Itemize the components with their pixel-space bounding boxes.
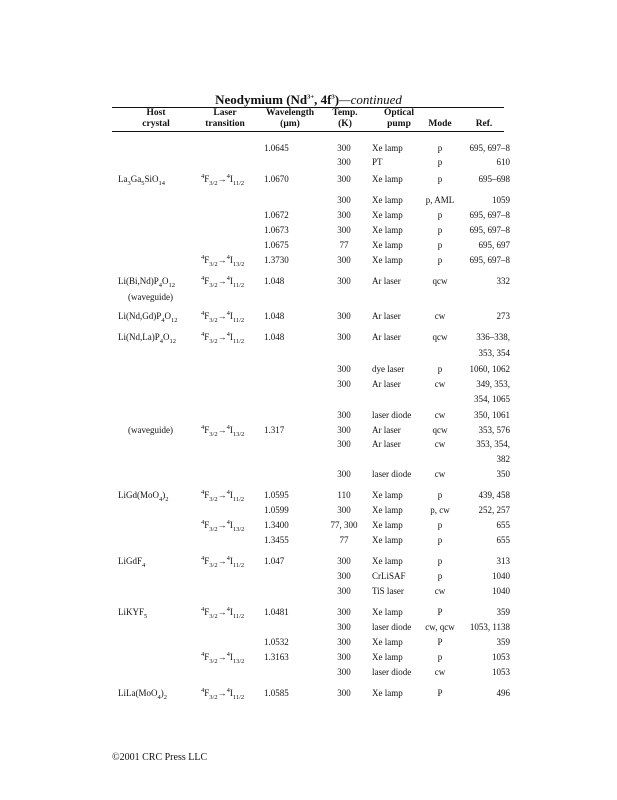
cell-ref: 439, 458	[478, 490, 510, 500]
cell-temp: 77	[339, 240, 349, 250]
cell-ref: 695, 697	[478, 240, 510, 250]
cell-transition: $^4F_{3/2}\to^4I_{11/2}$	[201, 489, 245, 503]
cell-transition: $^4F_{3/2}\to^4I_{11/2}$	[201, 173, 245, 187]
cell-pump: Xe lamp	[372, 607, 403, 617]
cell-mode: p	[437, 157, 443, 167]
cell-pump: laser diode	[372, 622, 412, 632]
cell-temp: 77	[339, 535, 349, 545]
cell-temp: 300	[337, 652, 351, 662]
cell-ref: 1053	[492, 667, 510, 677]
cell-temp: 300	[337, 439, 351, 449]
cell-mode: p	[437, 652, 443, 662]
cell-mode: p	[437, 143, 443, 153]
cell-pump: CrLiSAF	[372, 571, 406, 581]
cell-pump: Xe lamp	[372, 490, 403, 500]
cell-host: $Li(Bi,Nd)P_4O_{12}$	[118, 276, 176, 289]
cell-ref: 695, 697–8	[469, 225, 510, 235]
cell-mode: p	[437, 174, 443, 184]
cell-ref: 610	[496, 157, 510, 167]
cell-temp: 300	[337, 311, 351, 321]
cell-mode: p, cw	[430, 505, 450, 515]
cell-pump: Ar laser	[372, 425, 401, 435]
cell-mode: qcw	[432, 425, 448, 435]
cell-ref: 695, 697–8	[469, 255, 510, 265]
cell-mode: cw, qcw	[425, 622, 455, 632]
cell-pump: Ar laser	[372, 332, 401, 342]
cell-wavelength: 1.3400	[264, 520, 289, 530]
cell-wavelength: 1.0599	[264, 505, 289, 515]
header-wavelength: Wavelength (μm)	[265, 108, 315, 129]
cell-temp: 300	[337, 637, 351, 647]
cell-mode: cw	[434, 311, 446, 321]
header-laser-transition: Laser transition	[205, 108, 245, 129]
cell-mode: cw	[434, 379, 446, 389]
cell-pump: Xe lamp	[372, 210, 403, 220]
cell-host: $LiGd(MoO_4)_2$	[118, 490, 169, 503]
cell-pump: Xe lamp	[372, 225, 403, 235]
cell-pump: Xe lamp	[372, 174, 403, 184]
cell-ref: 332	[496, 276, 510, 286]
cell-pump: Ar laser	[372, 311, 401, 321]
cell-temp: 300	[337, 157, 351, 167]
cell-pump: Xe lamp	[372, 556, 403, 566]
cell-wavelength: 1.0595	[264, 490, 289, 500]
cell-temp: 300	[337, 255, 351, 265]
cell-temp: 300	[337, 469, 351, 479]
cell-ref: 695, 697–8	[469, 210, 510, 220]
cell-temp: 300	[337, 364, 351, 374]
cell-mode: p	[437, 490, 443, 500]
cell-temp: 77, 300	[330, 520, 358, 530]
cell-ref: 354, 1065	[474, 394, 510, 404]
cell-pump: Xe lamp	[372, 240, 403, 250]
cell-ref: 382	[496, 454, 510, 464]
header-ref: Ref.	[475, 119, 493, 129]
cell-ref: 655	[496, 520, 510, 530]
cell-ref: 359	[496, 637, 510, 647]
cell-pump: Xe lamp	[372, 255, 403, 265]
cell-ref: 350, 1061	[474, 410, 510, 420]
cell-temp: 300	[337, 586, 351, 596]
cell-wavelength: 1.0675	[264, 240, 289, 250]
cell-mode: cw	[434, 586, 446, 596]
cell-ref: 359	[496, 607, 510, 617]
cell-temp: 300	[337, 195, 351, 205]
cell-host: (waveguide)	[128, 425, 173, 435]
cell-transition: $^4F_{3/2}\to^4I_{13/2}$	[201, 519, 245, 533]
cell-wavelength: 1.048	[264, 276, 285, 286]
cell-transition: $^4F_{3/2}\to^4I_{11/2}$	[201, 275, 245, 289]
cell-temp: 300	[337, 210, 351, 220]
cell-pump: Xe lamp	[372, 505, 403, 515]
cell-pump: Xe lamp	[372, 520, 403, 530]
cell-temp: 300	[337, 571, 351, 581]
header-bottom-rule	[112, 131, 504, 132]
cell-wavelength: 1.0670	[264, 174, 289, 184]
cell-transition: $^4F_{3/2}\to^4I_{13/2}$	[201, 254, 245, 268]
cell-pump: Ar laser	[372, 379, 401, 389]
cell-ref: 350	[496, 469, 510, 479]
cell-mode: p	[437, 240, 443, 250]
copyright-footer: ©2001 CRC Press LLC	[112, 752, 208, 763]
cell-pump: laser diode	[372, 469, 412, 479]
cell-ref: 313	[496, 556, 510, 566]
cell-transition: $^4F_{3/2}\to^4I_{13/2}$	[201, 424, 245, 438]
cell-mode: p	[437, 210, 443, 220]
cell-host: LiKYF$_5$	[118, 607, 148, 620]
header-host: Host crystal	[142, 108, 170, 129]
cell-wavelength: 1.0672	[264, 210, 289, 220]
cell-wavelength: 1.3730	[264, 255, 289, 265]
cell-mode: p	[437, 364, 443, 374]
cell-mode: P	[437, 607, 443, 617]
cell-temp: 300	[337, 556, 351, 566]
cell-temp: 300	[337, 379, 351, 389]
cell-pump: PT	[372, 157, 383, 167]
cell-pump: Xe lamp	[372, 652, 403, 662]
cell-ref: 336–338,	[476, 332, 510, 342]
cell-host: LiGdF$_4$	[118, 556, 146, 569]
cell-temp: 300	[337, 505, 351, 515]
cell-transition: $^4F_{3/2}\to^4I_{11/2}$	[201, 310, 245, 324]
cell-pump: laser diode	[372, 410, 412, 420]
cell-temp: 300	[337, 276, 351, 286]
cell-temp: 300	[337, 225, 351, 235]
cell-wavelength: 1.3163	[264, 652, 289, 662]
cell-mode: cw	[434, 469, 446, 479]
cell-pump: TiS laser	[372, 586, 404, 596]
cell-mode: p	[437, 225, 443, 235]
cell-ref: 252, 257	[478, 505, 510, 515]
cell-pump: dye laser	[372, 364, 405, 374]
cell-temp: 300	[337, 425, 351, 435]
cell-temp: 300	[337, 667, 351, 677]
cell-mode: cw	[434, 410, 446, 420]
cell-mode: P	[437, 688, 443, 698]
page-title: Neodymium ($Nd^{3+}$, $4f^3)—continued$	[215, 92, 402, 107]
cell-wavelength: 1.0673	[264, 225, 289, 235]
cell-ref: 655	[496, 535, 510, 545]
cell-ref: 695–698	[478, 174, 510, 184]
cell-wavelength: 1.3455	[264, 535, 289, 545]
cell-temp: 300	[337, 410, 351, 420]
cell-ref: 1060, 1062	[469, 364, 510, 374]
cell-mode: cw	[434, 667, 446, 677]
cell-host: $LiLa(MoO_4)_2$	[118, 688, 167, 701]
cell-transition: $^4F_{3/2}\to^4I_{13/2}$	[201, 651, 245, 665]
cell-wavelength: 1.0481	[264, 607, 289, 617]
cell-wavelength: 1.0532	[264, 637, 289, 647]
cell-host: $Li(Nd,Gd)P_4O_{12}$	[118, 311, 178, 324]
cell-temp: 110	[337, 490, 351, 500]
cell-wavelength: 1.317	[264, 425, 285, 435]
cell-transition: $^4F_{3/2}\to^4I_{11/2}$	[201, 331, 245, 345]
cell-ref: 1059	[492, 195, 510, 205]
cell-pump: Xe lamp	[372, 535, 403, 545]
cell-wavelength: 1.048	[264, 332, 285, 342]
cell-host: $Li(Nd,La)P_4O_{12}$	[118, 332, 176, 345]
cell-mode: p	[437, 535, 443, 545]
cell-mode: p	[437, 571, 443, 581]
cell-host: $La_3Ga_5SiO_{14}$	[118, 174, 166, 187]
cell-transition: $^4F_{3/2}\to^4I_{11/2}$	[201, 606, 245, 620]
cell-mode: qcw	[432, 276, 448, 286]
cell-ref: 349, 353,	[476, 379, 510, 389]
cell-pump: laser diode	[372, 667, 412, 677]
cell-mode: cw	[434, 439, 446, 449]
cell-transition: $^4F_{3/2}\to^4I_{11/2}$	[201, 687, 245, 701]
cell-temp: 300	[337, 143, 351, 153]
cell-mode: p	[437, 556, 443, 566]
cell-mode: p	[437, 255, 443, 265]
cell-ref: 1040	[492, 586, 510, 596]
cell-mode: p	[437, 520, 443, 530]
cell-wavelength: 1.0585	[264, 688, 289, 698]
cell-ref: 695, 697–8	[469, 143, 510, 153]
cell-pump: Xe lamp	[372, 637, 403, 647]
cell-mode: qcw	[432, 332, 448, 342]
cell-ref: 353, 576	[478, 425, 510, 435]
cell-ref: 1040	[492, 571, 510, 581]
cell-ref: 1053, 1138	[469, 622, 510, 632]
cell-pump: Xe lamp	[372, 688, 403, 698]
cell-temp: 300	[337, 607, 351, 617]
cell-ref: 353, 354	[478, 348, 510, 358]
cell-ref: 496	[496, 688, 510, 698]
header-mode: Mode	[428, 119, 452, 129]
cell-host: (waveguide)	[128, 292, 173, 302]
cell-mode: p, AML	[425, 195, 455, 205]
cell-pump: Xe lamp	[372, 195, 403, 205]
cell-ref: 1053	[492, 652, 510, 662]
header-temperature: Temp. (K)	[332, 108, 358, 129]
header-optical-pump: Optical pump	[383, 108, 415, 129]
cell-temp: 300	[337, 174, 351, 184]
cell-mode: P	[437, 637, 443, 647]
cell-pump: Ar laser	[372, 439, 401, 449]
cell-pump: Ar laser	[372, 276, 401, 286]
cell-temp: 300	[337, 688, 351, 698]
cell-pump: Xe lamp	[372, 143, 403, 153]
cell-ref: 353, 354,	[476, 439, 510, 449]
cell-temp: 300	[337, 622, 351, 632]
cell-temp: 300	[337, 332, 351, 342]
cell-transition: $^4F_{3/2}\to^4I_{11/2}$	[201, 555, 245, 569]
cell-wavelength: 1.0645	[264, 143, 289, 153]
cell-wavelength: 1.048	[264, 311, 285, 321]
cell-wavelength: 1.047	[264, 556, 285, 566]
cell-ref: 273	[496, 311, 510, 321]
